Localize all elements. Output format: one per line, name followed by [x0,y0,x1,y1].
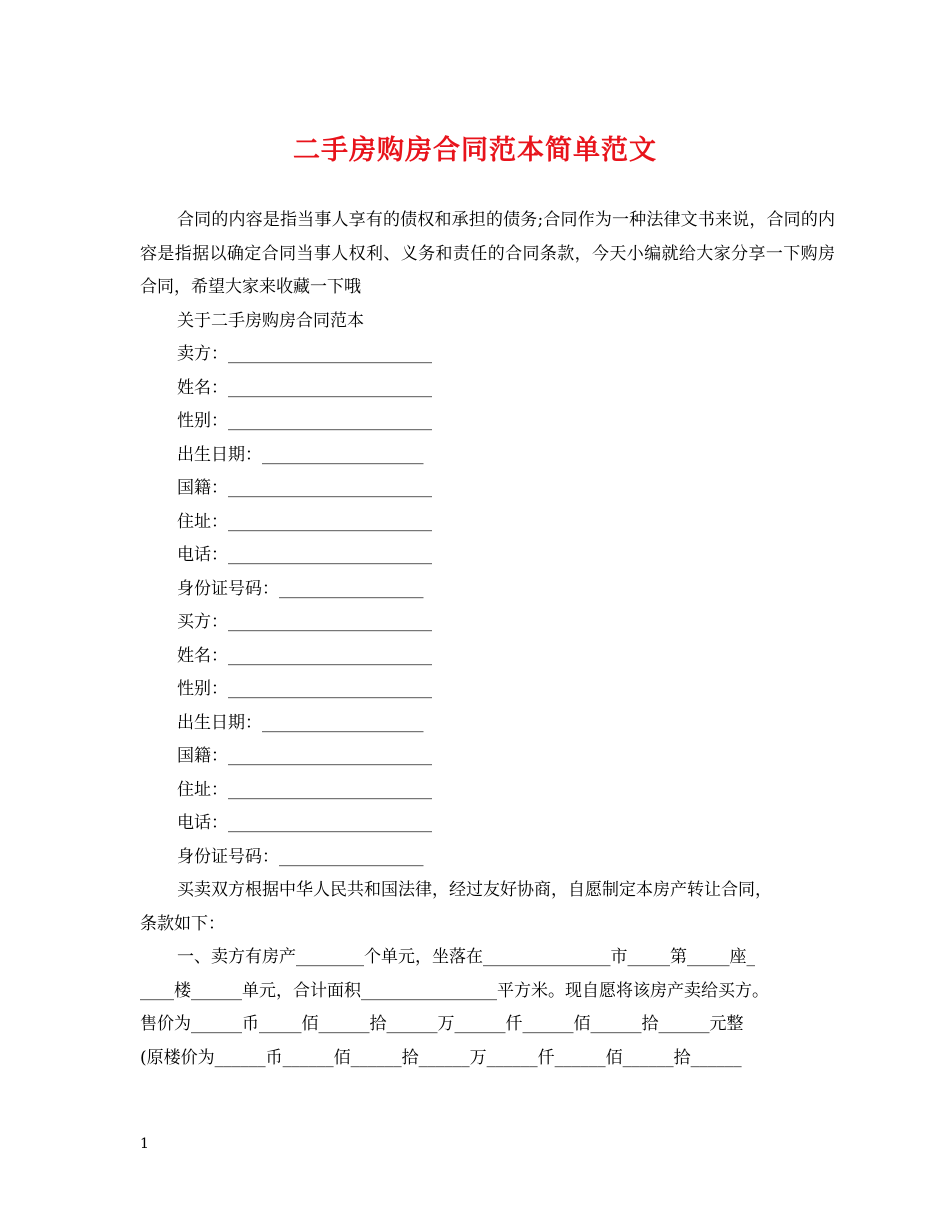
clause-1-line2: ____楼______单元，合计面积________________平方米。现自愿将该房产卖给买方。 [140,980,769,1001]
buyer-field: 买方：________________________ [177,612,432,632]
seller-birthdate-field: 出生日期：___________________ [177,444,424,465]
clause-1-line1: 一、卖方有房产________个单元，坐落在_______________市_____第_____座_ [177,947,755,967]
buyer-name-field: 姓名：________________________ [177,645,432,666]
document-body [140,204,835,1075]
document-title: 二手房购房合同范本简单范文 [293,135,657,166]
seller-address-field: 住址：________________________ [177,511,432,532]
buyer-gender-field: 性别：________________________ [177,679,432,699]
agreement-paragraph-line1: 买卖双方根据中华人民共和国法律，经过友好协商，自愿制定本房产转让合同， [177,880,772,900]
buyer-nationality-field: 国籍：________________________ [177,746,432,766]
clause-1-line3: 售价为______币_____佰______拾______万______仟______佰______拾______元整 [140,1014,744,1034]
seller-phone-field: 电话：________________________ [177,545,432,565]
seller-field: 卖方：________________________ [177,344,432,364]
page-number: 1 [140,1136,149,1152]
buyer-address-field: 住址：________________________ [177,779,432,800]
seller-id-field: 身份证号码：_________________ [177,578,424,599]
seller-name-field: 姓名：________________________ [177,377,432,398]
clause-1-line4: (原楼价为______币______佰______拾______万______仟______佰______拾______ [140,1047,742,1068]
seller-gender-field: 性别：________________________ [177,411,432,431]
agreement-paragraph-line2: 条款如下： [140,913,225,934]
section-heading: 关于二手房购房合同范本 [177,310,364,331]
seller-nationality-field: 国籍：________________________ [177,478,432,498]
intro-paragraph: 合同的内容是指当事人享有的债权和承担的债务;合同作为一种法律文书来说，合同的内容是指据以确定合同当事人权利、义务和责任的合同条款，今天小编就给大家分享一下购房合同，希望大家来收藏一下哦 [140,210,835,297]
buyer-birthdate-field: 出生日期：___________________ [177,712,424,733]
buyer-id-field: 身份证号码：_________________ [177,846,424,867]
buyer-phone-field: 电话：________________________ [177,813,432,833]
